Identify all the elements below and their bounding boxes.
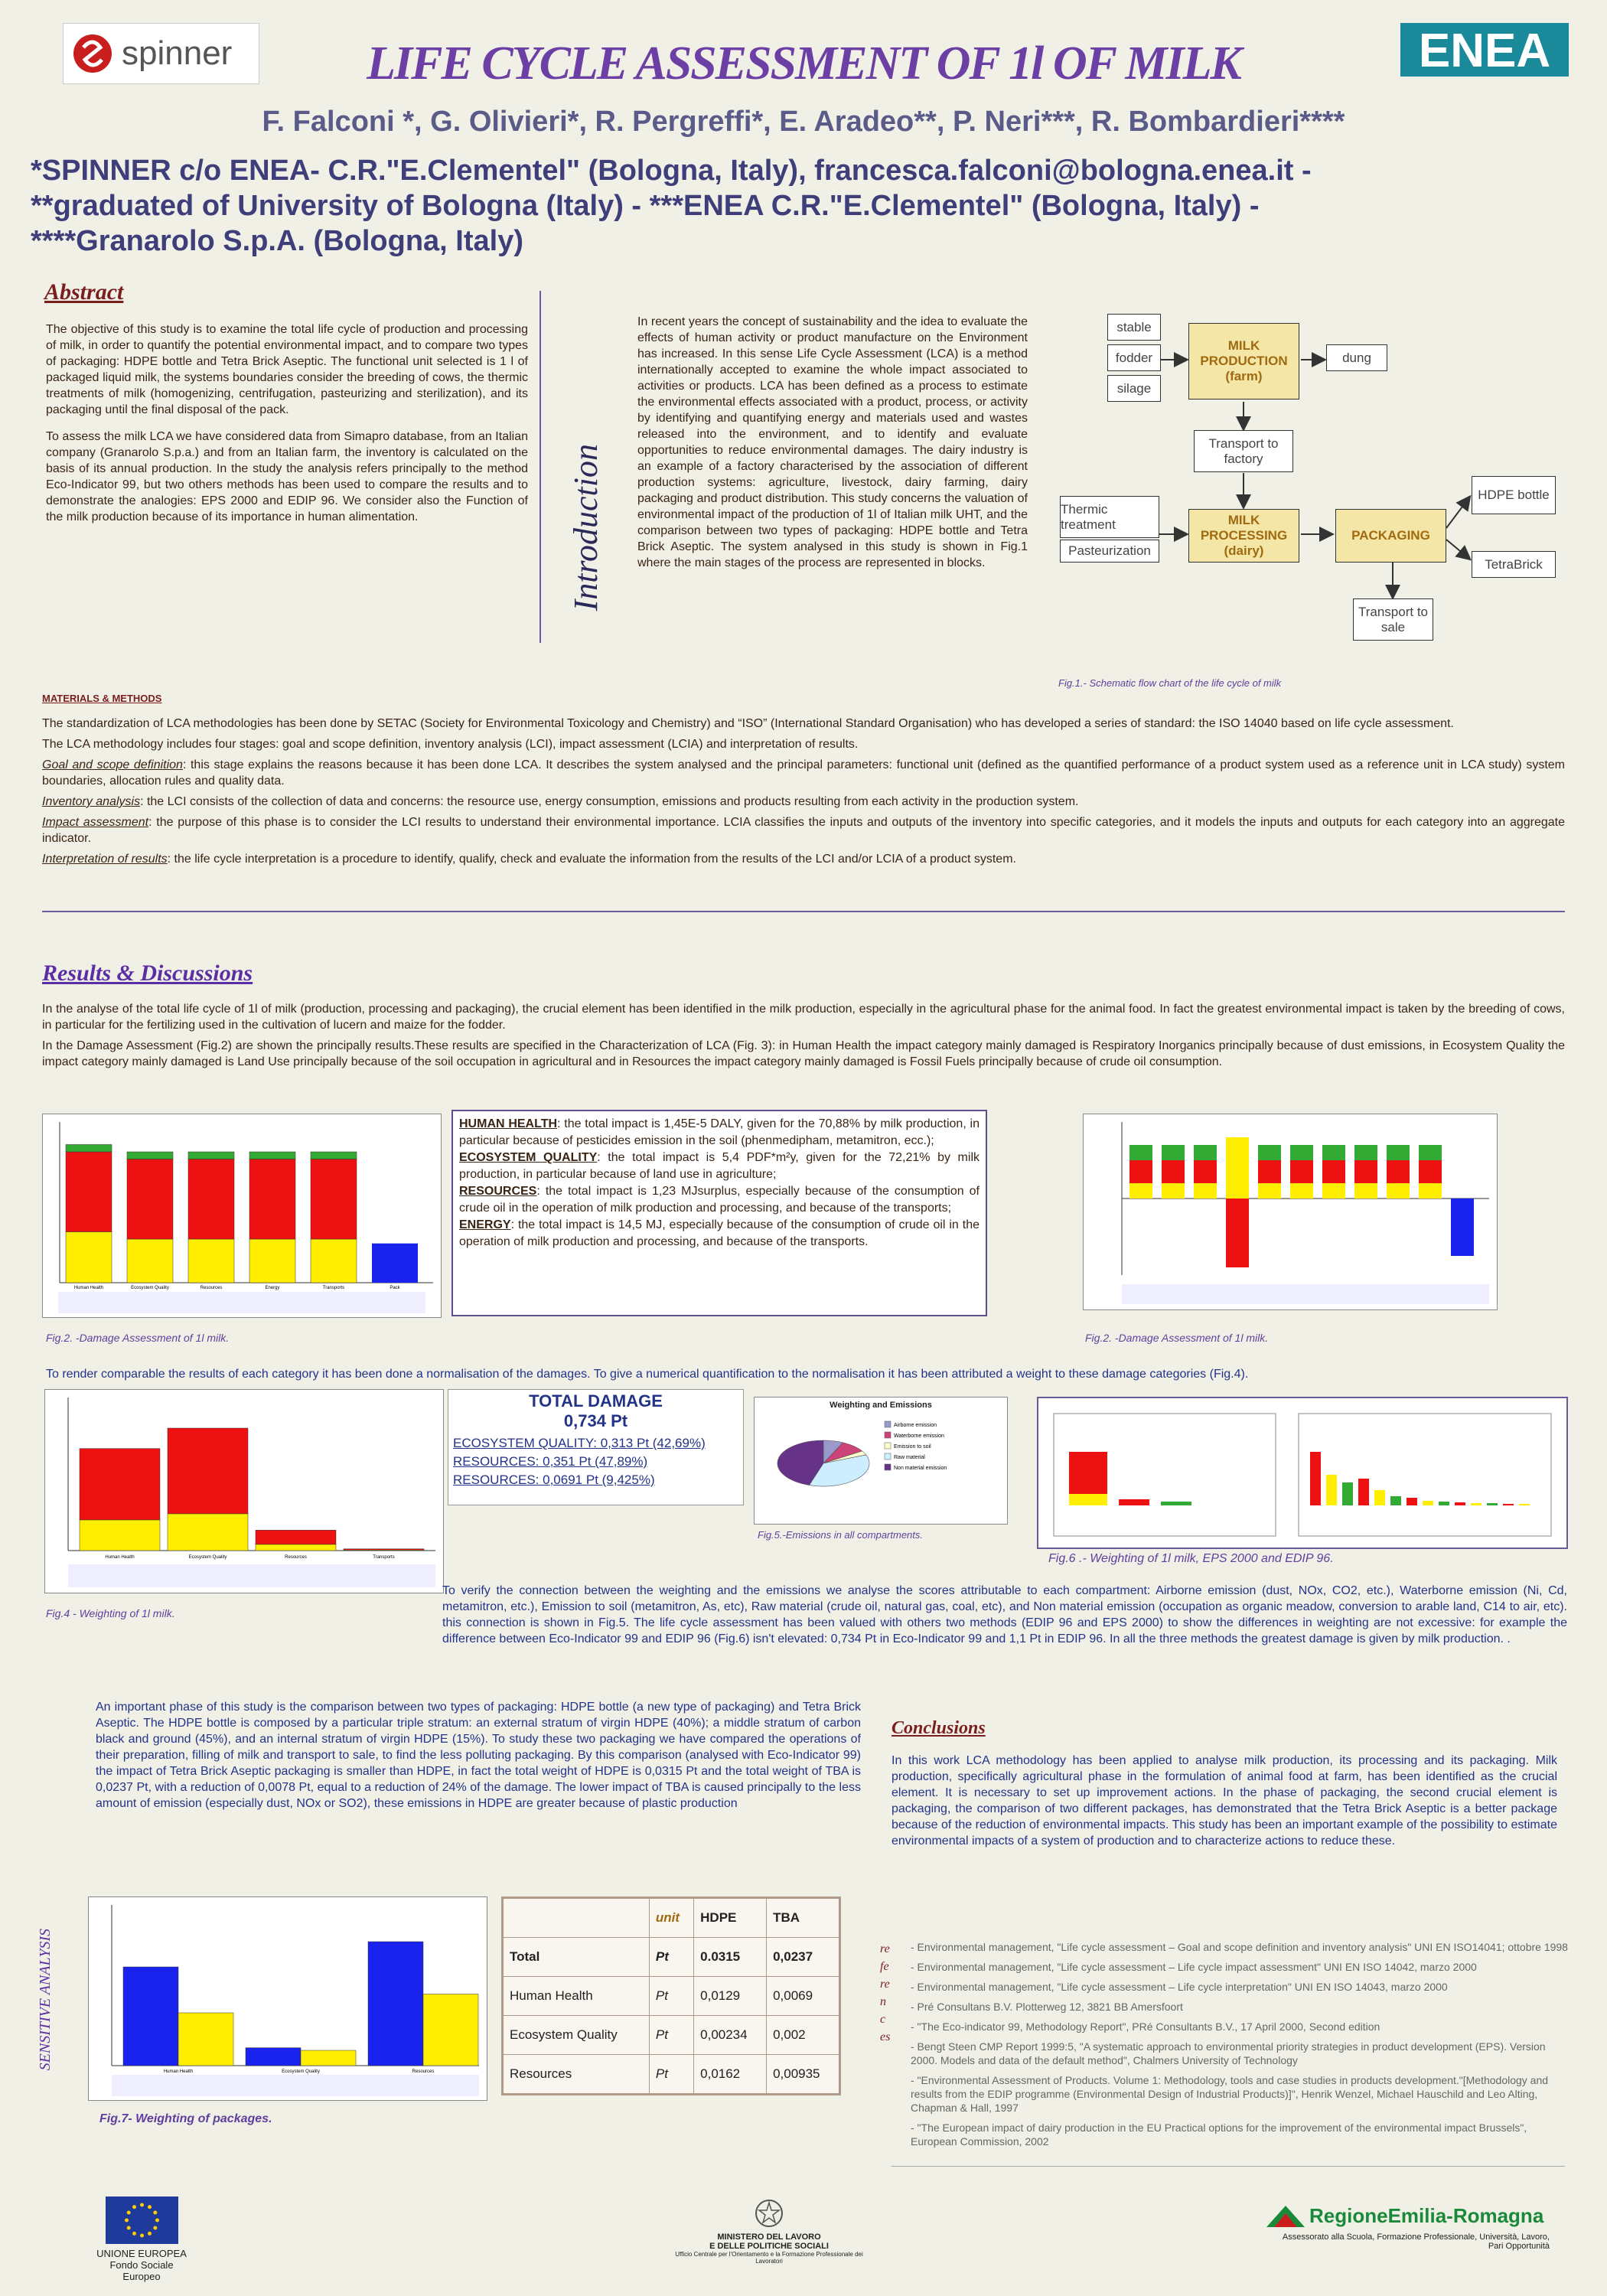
table-cell: Pt (649, 2055, 693, 2094)
fig6-bar (1503, 1504, 1514, 1505)
fig5-emissions-chart (754, 1397, 1008, 1525)
table-row (504, 1977, 839, 2016)
region-emblem-icon (1266, 2206, 1305, 2227)
spinner-logo-text: spinner (122, 34, 233, 72)
fig2a-bar (66, 1152, 112, 1232)
fig2b-bar (1290, 1160, 1313, 1183)
abstract-para-1: The objective of this study is to examine the total life cycle of production and processing of milk, in order to quantify the potential environmental impact, and to compare two types of packaging: HDPE bottle and Tetra Brick Aseptic. The functional unit selected is 1 l of packaged liquid milk, the systems boundaries consider the breeding of cows, the thermic treatments of milk (homogenizing, centrifugation, pasteurizing and sterilization), and its packaging until the final disposal of the pack. (46, 323, 528, 416)
fig2b-bar (1354, 1145, 1377, 1160)
table-header-cell: TBA (767, 1899, 839, 1938)
fig6-bar (1390, 1496, 1401, 1505)
table-cell: 0,00935 (767, 2055, 839, 2094)
fig2-caption-left: Fig.2. -Damage Assessment of 1l milk. (46, 1332, 230, 1344)
fig2a-bar (311, 1239, 357, 1283)
fig6-bar (1374, 1490, 1385, 1505)
fig5-legend-label: Non material emission (894, 1466, 947, 1471)
table-cell: Human Health (504, 1977, 650, 2016)
fig2-damage-chart-right (1083, 1114, 1498, 1310)
fig5-legend-label: Airborne emission (894, 1423, 937, 1428)
fig4-tick-label: Human Health (105, 1555, 135, 1560)
region-line: Assessorato alla Scuola, Formazione Professionale, Università, Lavoro, Pari Opportunità (1282, 2232, 1550, 2251)
table-cell: 0,00234 (694, 2016, 767, 2055)
eu-star (148, 2232, 152, 2236)
table-row (504, 1938, 839, 1977)
packaging-text: An important phase of this study is the comparison between two types of packaging: HDPE bottle (a new type of packaging) and Tetra Brick Aseptic. The HDPE bottle is composed by a particular triple stratum: an external stratum of virgin HDPE (40%); a middle stratum of carbon black and ground (45%), and an internal stratum of virgin HDPE (15%). To study these two packaging we have compared the operations of their preparation, filling of milk and transport to sale, to find the less polluting packaging. By this comparison (analysed with Eco-Indicator 99) the impact of Tetra Brick Aseptic packaging is smaller than HDPE, in fact the total weight of HDPE is 0,0315 Pt and the total weight of TBA is 0,0237 Pt, with a reduction of 0,0078 Pt, equal to a reduction of 24% of the damage. The lower impact of TBA is caused principally to the less amount of emission (especially dust, NOx or SO2), these emissions in HDPE are greater because of plastic production (96, 1701, 861, 1810)
fig6-bar (1439, 1502, 1449, 1505)
fig5-legend-swatch (885, 1453, 891, 1459)
flow-milk-production: MILK PRODUCTION (farm) (1188, 323, 1299, 400)
results-para-1: In the analyse of the total life cycle of 1l of milk (production, processing and packaging), the crucial element has been identified in the milk production, especially in the agricultural phase for the animal food. In fact the greatest environmental impact is taken by the breeding of cows, in particular for the fertilizing used in the cultivation of lucern and maize for the fodder. (42, 1003, 1565, 1032)
reference-item: - "Environmental Assessment of Products. Volume 1: Methodology, tools and case studies in products development."[Methodology and results from the EDIP programme (Environmental Design of Industrial Products)]", Henrik Wenzel, Michael Hauschild and Leo Alting, Chapman & Hall, 1997 (911, 2074, 1549, 2114)
eu-star (140, 2234, 144, 2238)
fig7-bar (423, 1994, 478, 2066)
table-cell: 0,0069 (767, 1977, 839, 2016)
table-header-cell (504, 1899, 650, 1938)
fig2b-bar (1162, 1145, 1185, 1160)
total-damage-title: TOTAL DAMAGE (529, 1391, 663, 1411)
fig4-bar (80, 1449, 160, 1520)
fig2a-bar (127, 1239, 173, 1283)
fig2b-bar (1290, 1145, 1313, 1160)
reference-item: - Bengt Steen CMP Report 1999:5, "A systematic approach to environmental priority strategies in product development (EPS). Version 2000. Models and data of the default method", Chalmers University of Technology (911, 2040, 1546, 2066)
fig2a-bar (66, 1145, 112, 1153)
table-cell: 0,0237 (767, 1938, 839, 1977)
fig2b-bar (1129, 1145, 1152, 1160)
fig2b-bar (1419, 1160, 1442, 1183)
materials-heading: MATERIALS & METHODS (42, 693, 162, 704)
flow-stable: stable (1107, 314, 1161, 341)
table-cell: Ecosystem Quality (504, 2016, 650, 2055)
eu-line-1: UNIONE EUROPEA (96, 2248, 187, 2259)
fig2a-tick-label: Ecosystem Quality (131, 1286, 169, 1290)
fig4-bar (168, 1428, 248, 1514)
fig2b-bar (1419, 1145, 1442, 1160)
sensitive-analysis-label: SENSITIVE ANALYSIS (37, 1929, 54, 2071)
fig2b-bar (1129, 1183, 1152, 1199)
fig2a-bar (372, 1244, 418, 1283)
fig6-bar (1342, 1482, 1353, 1505)
fig4-caption: Fig.4 - Weighting of 1l milk. (46, 1607, 175, 1619)
fig6-caption: Fig.6 .- Weighting of 1l milk, EPS 2000 and EDIP 96. (1048, 1552, 1334, 1565)
fig2a-bar (188, 1152, 234, 1159)
fig6-bar (1423, 1501, 1433, 1505)
fig4-tick-label: Resources (285, 1555, 307, 1560)
fig7-caption: Fig.7- Weighting of packages. (99, 2112, 272, 2125)
fig2b-bar (1258, 1145, 1281, 1160)
fig4-bar (256, 1530, 336, 1544)
fig2b-bar (1322, 1183, 1345, 1199)
ministry-line-2: E DELLE POLITICHE SOCIALI (709, 2242, 829, 2251)
fig5-title: Weighting and Emissions (830, 1401, 932, 1410)
fig2a-tick-label: Human Health (73, 1286, 104, 1290)
fig2-damage-chart-left (42, 1114, 442, 1318)
eu-star (140, 2203, 144, 2207)
fig4-svg (45, 1390, 443, 1593)
fig5-caption: Fig.5.-Emissions in all compartments. (758, 1529, 924, 1541)
poster-title: LIFE CYCLE ASSESSMENT OF 1l OF MILK (367, 38, 1240, 90)
fig6-bar (1519, 1504, 1530, 1505)
fig4-bar (168, 1514, 248, 1551)
table-cell: 0,0162 (694, 2055, 767, 2094)
normalisation-text: To render comparable the results of each category it has been done a normalisation of the damages. To give a numerical quantification to the normalisation it has been attributed a weight to these damage categories (Fig.4). (46, 1368, 1249, 1381)
table-cell: Pt (649, 1938, 693, 1977)
affiliation-line-1: *SPINNER c/o ENEA- C.R."E.Clementel" (Bologna, Italy), francesca.falconi@bologna.enea.it - (31, 155, 1312, 187)
resources-text: RESOURCES: the total impact is 1,23 MJsurplus, especially because of the consumption of crude oil in the operation of milk production and processing, and because of the transports; (459, 1185, 980, 1215)
abstract-para-2: To assess the milk LCA we have considered data from Simapro database, from an Italian company (Granarolo S.p.a.) and from an Italian farm, the inventory is calculated on the basis of its annual production. In the study the analysis refers principally to the method Eco-Indicator 99, but two others methods has been used to compare the results and to demonstrate the analogies: EPS 2000 and EDIP 96. We consider also the Function of the milk production because of its importance in human alimentation. (46, 430, 528, 523)
table-cell: Total (504, 1938, 650, 1977)
table-cell: Resources (504, 2055, 650, 2094)
fig2b-bar (1387, 1183, 1410, 1199)
ecosystem-quality-text: ECOSYSTEM QUALITY: the total impact is 5,4 PDF*m²y, given for the 72,21% by milk production, in particular because of land use in agriculture; (459, 1151, 980, 1181)
fig2b-bar (1387, 1160, 1410, 1183)
flow-hdpe-bottle: HDPE bottle (1472, 476, 1556, 514)
fig2b-bar (1387, 1145, 1410, 1160)
ministry-line-3: Ufficio Centrale per l'Orientamento e la Formazione Professionale dei Lavoratori (675, 2251, 863, 2265)
fig2b-bar (1354, 1183, 1377, 1199)
materials-interpretation: Interpretation of results: the life cycle interpretation is a procedure to identify, qualify, check and evaluate the information from the results of the LCI and/or LCIA of a product system. (42, 853, 1016, 866)
fig6-bar (1069, 1452, 1107, 1494)
fig6-bar (1310, 1452, 1321, 1505)
fig2b-bar (1194, 1183, 1217, 1199)
reference-item: - Pré Consultans B.V. Plotterweg 12, 3821 BB Amersfoort (911, 2001, 1183, 2013)
table-cell: 0.0315 (694, 1938, 767, 1977)
total-damage-value: 0,734 Pt (563, 1411, 628, 1430)
fig2a-tick-label: Transports (322, 1286, 345, 1290)
fig5-legend-swatch (885, 1464, 891, 1470)
table-cell: Pt (649, 1977, 693, 2016)
fig5-legend-swatch (885, 1443, 891, 1449)
flow-dung: dung (1326, 344, 1387, 371)
fig4-bar (256, 1544, 336, 1551)
fig2b-bar (1419, 1183, 1442, 1199)
fig6-box (1037, 1397, 1568, 1549)
flow-tetrabrick: TetraBrick (1472, 551, 1556, 578)
fig2b-bar (1194, 1145, 1217, 1160)
introduction-heading: Introduction (567, 444, 605, 612)
fig4-weighting-chart (44, 1389, 444, 1593)
fig2b-bar (1354, 1160, 1377, 1183)
reference-item: - "The Eco-indicator 99, Methodology Report", PRé Consultants B.V., 17 April 2000, Second edition (911, 2020, 1380, 2033)
fig2b-bar (1258, 1183, 1281, 1199)
enea-logo-text: ENEA (1418, 24, 1551, 77)
flow-thermic-treatment: Thermic treatment (1060, 496, 1159, 538)
eu-line-2: Fondo Sociale Europeo (109, 2259, 174, 2282)
flow-transport-sale: Transport to sale (1353, 598, 1433, 641)
reference-item: - Environmental management, "Life cycle assessment – Life cycle impact assessment" UNI EN ISO 14042, marzo 2000 (911, 1961, 1477, 1973)
eu-star (153, 2211, 157, 2215)
fig1-caption: Fig.1.- Schematic flow chart of the life cycle of milk (1058, 677, 1282, 689)
fig2b-bar (1129, 1160, 1152, 1183)
fig6-bar (1471, 1503, 1482, 1505)
eu-flag-icon (106, 2197, 178, 2244)
flow-fodder: fodder (1107, 344, 1161, 371)
fig6-bar (1407, 1498, 1417, 1505)
fig2b-bar (1290, 1183, 1313, 1199)
fig7-packaging-chart (88, 1896, 487, 2101)
references-label: references (880, 1942, 891, 2043)
flow-packaging: PACKAGING (1335, 509, 1446, 563)
human-health-text: HUMAN HEALTH: the total impact is 1,45E-5 DALY, given for the 70,88% by milk production, in particular because of pesticides emission in the soil (phenmedipham, metamitron, ecc.); (459, 1117, 980, 1147)
region-name: RegioneEmilia-Romagna (1309, 2204, 1544, 2227)
fig2a-bar (249, 1152, 295, 1159)
fig2b-bar (1322, 1145, 1345, 1160)
fig2a-bar (66, 1232, 112, 1283)
flow-silage: silage (1107, 375, 1161, 402)
table-cell: 0,0129 (694, 1977, 767, 2016)
ministry-logo (673, 2198, 865, 2265)
fig2a-bar (127, 1159, 173, 1240)
fig7-bar (368, 1942, 423, 2066)
eu-star (126, 2211, 130, 2215)
damage-summary-box (451, 1110, 987, 1316)
packaging-table-grid (503, 1898, 839, 2094)
fig6-bar (1119, 1499, 1149, 1505)
materials-para-2: The LCA methodology includes four stages: goal and scope definition, inventory analysis (LCI), impact assessment (LCIA) and interpretation of results. (42, 738, 859, 751)
fig2-caption-right: Fig.2. -Damage Assessment of 1l milk. (1085, 1332, 1269, 1344)
table-cell: 0,002 (767, 2016, 839, 2055)
total-damage-box (448, 1389, 744, 1505)
fig2a-tick-label: Energy (265, 1286, 280, 1290)
fig2a-bar (188, 1159, 234, 1240)
table-header-row (504, 1899, 839, 1938)
reference-item: - Environmental management, "Life cycle assessment – Life cycle interpretation" UNI EN ISO 14043, marzo 2000 (911, 1981, 1448, 1993)
affiliations (31, 153, 1576, 259)
eu-star (125, 2219, 129, 2223)
affiliation-line-2: **graduated of University of Bologna (Italy) - ***ENEA C.R."E.Clementel" (Bologna, Italy) - (31, 190, 1260, 222)
fig7-svg (89, 1897, 487, 2100)
fig5-legend-label: Emission to soil (894, 1444, 931, 1450)
materials-impact: Impact assessment: the purpose of this phase is to consider the LCI results to understand their environmental importance. LCIA classifies the inputs and outputs of the inventory into specific categories, and it models the inputs and outputs for each category into an aggregate indicator. (42, 816, 1566, 845)
fig2a-bar (249, 1239, 295, 1283)
fig7-bar (246, 2048, 301, 2066)
fig7-tick-label: Ecosystem Quality (282, 2069, 320, 2074)
fig4-bar (80, 1520, 160, 1551)
fig4-tick-label: Transports (373, 1555, 395, 1560)
reference-item: - Environmental management, "Life cycle assessment – Goal and scope definition and inventory analysis" UNI EN ISO14041; ottobre 1998 (911, 1941, 1568, 1953)
results-heading: Results & Discussions (42, 960, 253, 986)
materials-body (42, 716, 1565, 872)
total-hh: RESOURCES: 0,0691 Pt (9,425%) (453, 1473, 655, 1487)
section-divider-1 (42, 911, 1565, 912)
fig2a-bar (127, 1152, 173, 1159)
fig2b-bar (1162, 1183, 1185, 1199)
fig2b-svg (1084, 1114, 1497, 1309)
flow-chart (1060, 306, 1565, 704)
fig4-tick-label: Ecosystem Quality (188, 1555, 227, 1560)
fig5-legend-label: Raw material (894, 1455, 925, 1460)
table-cell: Pt (649, 2016, 693, 2055)
fig2a-bar (249, 1159, 295, 1240)
enea-logo (1400, 19, 1569, 80)
eu-star (148, 2205, 152, 2209)
flow-transport-factory: Transport to factory (1194, 430, 1293, 472)
fig2a-svg (43, 1114, 441, 1317)
fig2b-bar (1226, 1137, 1249, 1199)
eu-star (155, 2219, 159, 2223)
fig6-bar (1161, 1502, 1191, 1505)
fig2a-tick-label: Pack (390, 1286, 400, 1290)
fig2b-bar (1162, 1160, 1185, 1183)
fig5-legend-swatch (885, 1421, 891, 1427)
fig7-bar (123, 1967, 178, 2066)
abstract-heading: Abstract (44, 279, 124, 305)
verify-text: To verify the connection between the weighting and the emissions we analyse the scores attributable to each compartment: Airborne emission (dust, NOx, CO2, etc.), Waterborne emission (Ni, Cd, metamitron, etc.), Emission to soil (metamitron, As, etc), Raw material (crude oil, natural gas, coal, etc), and Non material emission (occupation as organic meadow, conversion to arable land, C14 to air, etc). this connection is shown in Fig.5. The life cycle assessment has been valued with others two methods (EDIP 96 and EPS 2000) to show the differences in weighting are not excessive: for example the difference between Eco-Indicator 99 and EDIP 96 (Fig.6) isn't elevated: 0,734 Pt in Eco-Indicator 99 and 1,1 Pt in EDIP 96. In all the three methods the greatest damage is given by milk production. . (442, 1584, 1567, 1645)
flow-milk-processing: MILK PROCESSING (dairy) (1188, 509, 1299, 563)
eu-star (153, 2226, 157, 2230)
fig5-legend-label: Waterborne emission (894, 1433, 944, 1439)
affiliation-line-3: ****Granarolo S.p.A. (Bologna, Italy) (31, 225, 523, 257)
fig6-bar (1069, 1494, 1107, 1505)
eu-star (132, 2232, 136, 2236)
table-row (504, 2016, 839, 2055)
fig2b-bar (1226, 1199, 1249, 1267)
abstract-body (46, 321, 528, 536)
fig2b-bar (1451, 1199, 1474, 1256)
materials-goal: Goal and scope definition: this stage explains the reasons because it has been done LCA. It describes the system analysed and the principal parameters: functional unit (defined as the quantified performance of a product system used as a reference unit in LCA study) system boundaries, allocation rules and quality data. (42, 758, 1565, 788)
materials-para-1: The standardization of LCA methodologies has been done by SETAC (Society for Environmental Toxicology and Chemistry) and “ISO” (International Standard Organisation) who has developed a series of standard: the ISO 14040 based on life cycle assessment. (42, 717, 1454, 730)
table-row (504, 2055, 839, 2094)
reference-item: - "The European impact of dairy production in the EU Practical options for the improvement of the environmental impact Brussels", European Commission, 2002 (911, 2122, 1527, 2148)
conclusions-body: In this work LCA methodology has been applied to analyse milk production, its processing and its packaging. Milk production, specifically agricultural phase in the formulation of animal food at farm, has been identified as the crucial element. It is necessary to set up improvement actions. In the phase of packaging, the second crucial element is packaging, the comparison of two different packages, has demonstrated that the Tetra Brick Aseptic is a better package because of the reduction of environmental impacts. This study has been an important example of the possibility to estimate environmental impacts of a system of production and to characterize actions to reduce these. (892, 1754, 1557, 1848)
table-header-cell: HDPE (694, 1899, 767, 1938)
fig7-tick-label: Human Health (163, 2069, 194, 2074)
fig2b-bar (1194, 1160, 1217, 1183)
fig2b-bar (1322, 1160, 1345, 1183)
fig6-bar (1487, 1503, 1498, 1505)
conclusions-heading: Conclusions (892, 1718, 986, 1738)
total-eq: ECOSYSTEM QUALITY: 0,313 Pt (42,69%) (453, 1436, 706, 1450)
fig6-bar (1455, 1502, 1465, 1505)
flow-pasteurization: Pasteurization (1060, 540, 1159, 563)
materials-inventory: Inventory analysis: the LCI consists of the collection of data and concerns: the resource use, energy consumption, emissions and products resulting from each activity in the production system. (42, 795, 1079, 808)
authors: F. Falconi *, G. Olivieri*, R. Pergreffi*, E. Aradeo**, P. Neri***, R. Bombardieri**** (262, 106, 1345, 138)
eu-star (132, 2205, 136, 2209)
eu-star (126, 2226, 130, 2230)
energy-text: ENERGY: the total impact is 14,5 MJ, especially because of the consumption of crude oil in the operation of milk production and processing, and because of the transports. (459, 1218, 980, 1248)
ministry-line-1: MINISTERO DEL LAVORO (717, 2232, 821, 2242)
fig2a-bar (311, 1159, 357, 1240)
results-para-2: In the Damage Assessment (Fig.2) are shown the principally results.These results are specified in the Characterization of LCA (Fig. 3): in Human Health the impact category mainly damaged is Respiratory Inorganics principally because of dust emissions, in Ecosystem Quality the impact category mainly damaged is Land Use principally because of the soil occupation in agricultural and in Resources the impact category mainly damaged is Fossil Fuels principally because of crude oil consumption. (42, 1039, 1565, 1068)
fig5-svg (755, 1410, 1007, 1517)
fig2a-bar (311, 1152, 357, 1159)
fig2b-bar (1258, 1160, 1281, 1183)
fig5-legend-swatch (885, 1432, 891, 1438)
fig6-bar (1358, 1479, 1369, 1505)
ministry-emblem-icon (754, 2198, 784, 2229)
total-res: RESOURCES: 0,351 Pt (47,89%) (453, 1454, 648, 1469)
fig4-bar (344, 1550, 424, 1551)
fig6-svg (1038, 1398, 1566, 1548)
abstract-divider (539, 291, 541, 643)
references-divider (892, 2166, 1565, 2167)
region-logo (1266, 2204, 1573, 2251)
packaging-table (501, 1896, 841, 2095)
fig7-bar (301, 2050, 356, 2066)
eu-logo (96, 2197, 187, 2282)
results-body (42, 1001, 1565, 1081)
fig6-bar (1326, 1475, 1337, 1505)
fig2a-bar (188, 1239, 234, 1283)
fig7-bar (178, 2013, 233, 2066)
table-header-cell: unit (649, 1899, 693, 1938)
fig2a-tick-label: Resources (200, 1286, 223, 1290)
fig7-tick-label: Resources (412, 2069, 435, 2074)
introduction-body: In recent years the concept of sustainability and the idea to evaluate the effects of human activity or product manufacture on the Environment has increased. In this sense Life Cycle Assessment (LCA) is a method internationally accepted to examine the whole impact associated to activities or products. LCA has been defined as a process to estimate the environmental effects associated with a product, process, or activity by identifying and quantifying energy and materials used and wastes released into the environment, and to identify and evaluate opportunities to reduce environmental damages. The dairy industry is an example of a factory characterised by the association of different production systems: agriculture, livestock, dairy farming, dairy packaging and product distribution. This study concerns the valuation of environmental impact of the production of 1l of Italian milk UHT, and the comparison between two types of packaging: HDPE bottle and Tetra Brick Aseptic. The system analysed in this study is shown in Fig.1 where the main stages of the process are represented in blocks. (637, 315, 1028, 569)
references-list (911, 1940, 1569, 2154)
